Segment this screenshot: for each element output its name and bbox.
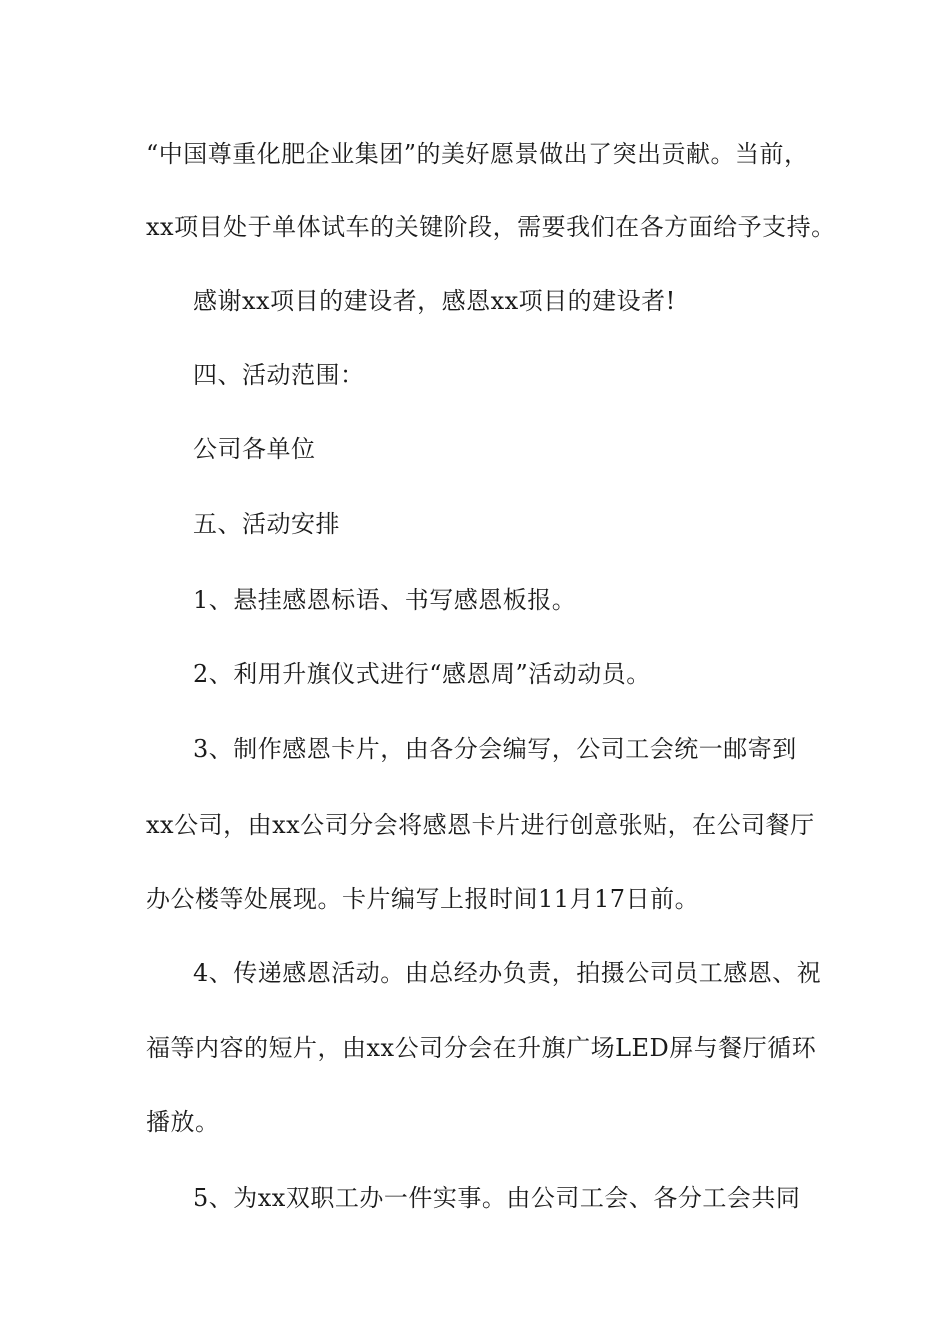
text-line-3: 感谢xx项目的建设者，感恩xx项目的建设者!	[193, 287, 676, 315]
text-line-item3-cont1: xx公司，由xx公司分会将感恩卡片进行创意张贴，在公司餐厅	[146, 811, 815, 839]
text-line-item4-cont1: 福等内容的短片，由xx公司分会在升旗广场LED屏与餐厅循环	[146, 1034, 817, 1062]
list-item-2: 2、利用升旗仪式进行“感恩周”活动动员。	[193, 660, 651, 688]
list-item-3: 3、制作感恩卡片，由各分会编写，公司工会统一邮寄到	[193, 735, 797, 763]
text-line-item3-cont2: 办公楼等处展现。卡片编写上报时间11月17日前。	[146, 885, 700, 913]
list-item-1: 1、悬挂感恩标语、书写感恩板报。	[193, 586, 577, 614]
text-line-scope: 公司各单位	[193, 435, 316, 463]
list-item-5: 5、为xx双职工办一件实事。由公司工会、各分工会共同	[193, 1184, 801, 1212]
section-heading-arrangement: 五、活动安排	[193, 510, 340, 538]
text-line-2: xx项目处于单体试车的关键阶段，需要我们在各方面给予支持。	[146, 213, 836, 241]
list-item-4: 4、传递感恩活动。由总经办负责，拍摄公司员工感恩、祝	[193, 959, 822, 987]
text-line-1: “中国尊重化肥企业集团”的美好愿景做出了突出贡献。当前，	[146, 140, 809, 168]
text-line-item4-cont2: 播放。	[146, 1108, 220, 1136]
section-heading-scope: 四、活动范围：	[193, 361, 365, 389]
